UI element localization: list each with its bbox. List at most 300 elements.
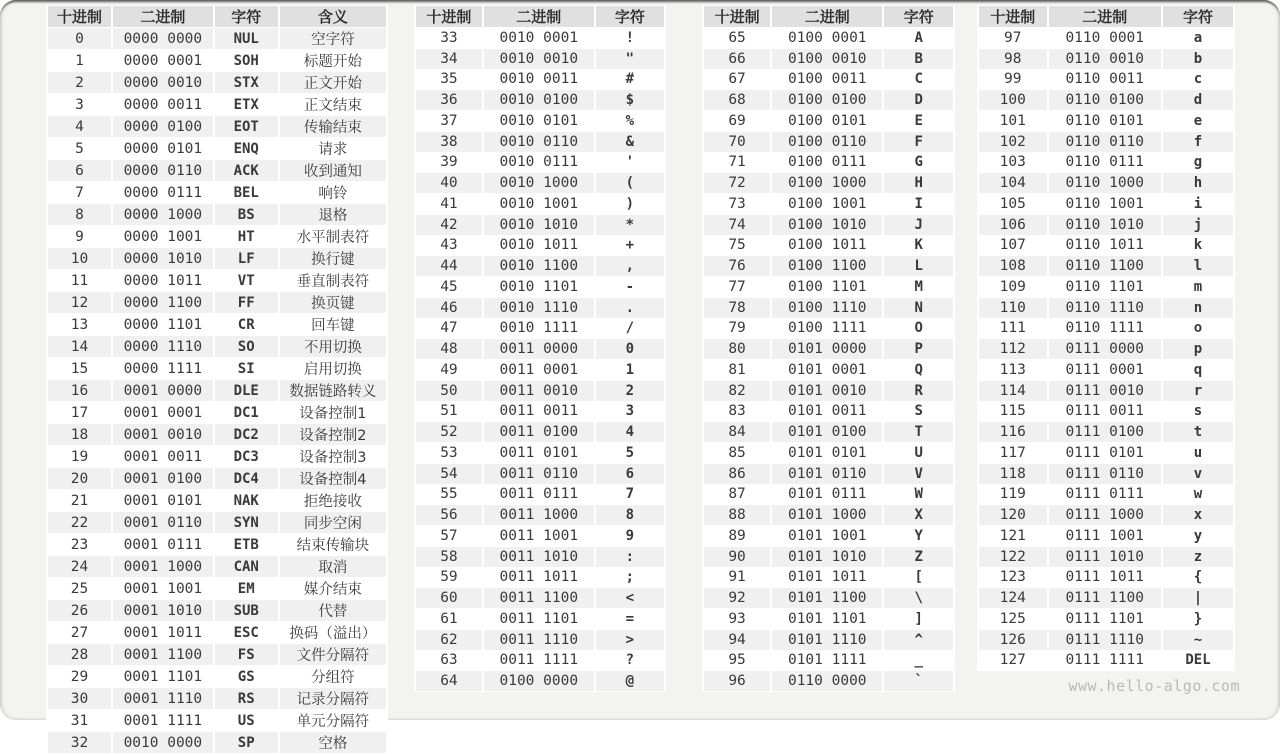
table-row [704,153,953,173]
binary-cell: 0100 1011 [772,236,882,256]
char-cell: d [1163,90,1233,110]
meaning-cell: 结束传输块 [280,534,386,555]
decimal-cell: 72 [704,173,770,193]
table-row [704,256,953,276]
watermark: www.hello-algo.com [1068,677,1240,695]
char-cell: j [1163,215,1233,235]
binary-cell: 0010 0101 [484,111,594,131]
decimal-cell: 43 [416,236,482,256]
table-row [979,153,1233,173]
decimal-cell: 54 [416,464,482,484]
table-row [416,298,664,318]
meaning-cell: 标题开始 [280,50,386,71]
char-cell: Y [884,526,953,546]
decimal-cell: 51 [416,402,482,422]
column-header: 字符 [596,6,664,27]
binary-cell: 0000 1000 [113,204,213,225]
char-cell: ^ [884,630,953,650]
decimal-cell: 5 [48,138,111,159]
decimal-cell: 113 [979,360,1047,380]
table-row [416,630,664,650]
table-row [416,173,664,193]
table-row [48,226,386,247]
decimal-cell: 55 [416,485,482,505]
table-row [416,588,664,608]
binary-cell: 0111 0000 [1049,339,1162,359]
binary-cell: 0111 1101 [1049,609,1162,629]
binary-cell: 0111 1111 [1049,651,1162,671]
char-cell: _ [884,651,953,671]
binary-cell: 0111 0110 [1049,464,1162,484]
char-cell: ACK [215,160,278,181]
binary-cell: 0111 0100 [1049,422,1162,442]
decimal-cell: 93 [704,609,770,629]
char-cell: s [1163,402,1233,422]
decimal-cell: 63 [416,651,482,671]
decimal-cell: 71 [704,153,770,173]
meaning-cell: 正文开始 [280,72,386,93]
char-cell: BS [215,204,278,225]
decimal-cell: 45 [416,277,482,297]
binary-cell: 0011 0110 [484,464,594,484]
char-cell: , [596,256,664,276]
char-cell: C [884,70,953,90]
decimal-cell: 122 [979,547,1047,567]
binary-cell: 0000 1001 [113,226,213,247]
decimal-cell: 123 [979,568,1047,588]
binary-cell: 0010 0000 [113,732,213,753]
char-cell: \ [884,588,953,608]
char-cell: + [596,236,664,256]
decimal-cell: 70 [704,132,770,152]
decimal-cell: 27 [48,622,111,643]
char-cell: * [596,215,664,235]
table-row [979,256,1233,276]
binary-cell: 0001 0111 [113,534,213,555]
decimal-cell: 107 [979,236,1047,256]
table-row [48,688,386,709]
char-cell: A [884,28,953,48]
char-cell: ' [596,153,664,173]
binary-cell: 0101 0010 [772,381,882,401]
table-row [704,630,953,650]
binary-cell: 0000 0000 [113,28,213,49]
meaning-cell: 请求 [280,138,386,159]
table-row [416,443,664,463]
decimal-cell: 56 [416,505,482,525]
header-row [416,6,664,27]
table-row [704,236,953,256]
table-row [979,194,1233,214]
table-row [979,360,1233,380]
decimal-cell: 44 [416,256,482,276]
table-row [48,248,386,269]
binary-cell: 0011 0010 [484,381,594,401]
decimal-cell: 7 [48,182,111,203]
binary-cell: 0100 0110 [772,132,882,152]
binary-cell: 0001 1110 [113,688,213,709]
binary-cell: 0101 0101 [772,443,882,463]
char-cell: 7 [596,485,664,505]
char-cell: DC3 [215,446,278,467]
decimal-cell: 14 [48,336,111,357]
binary-cell: 0000 1110 [113,336,213,357]
char-cell: D [884,90,953,110]
char-cell: M [884,277,953,297]
column-header: 字符 [215,6,278,27]
binary-cell: 0100 0001 [772,28,882,48]
char-cell: ] [884,609,953,629]
decimal-cell: 121 [979,526,1047,546]
binary-cell: 0110 1000 [1049,173,1162,193]
char-cell: RS [215,688,278,709]
meaning-cell: 设备控制3 [280,446,386,467]
char-cell: f [1163,132,1233,152]
decimal-cell: 99 [979,70,1047,90]
decimal-cell: 97 [979,28,1047,48]
decimal-cell: 64 [416,671,482,691]
decimal-cell: 34 [416,49,482,69]
char-cell: CAN [215,556,278,577]
table-row [48,28,386,49]
table-row [704,28,953,48]
table-row [48,446,386,467]
table-row [48,600,386,621]
binary-cell: 0010 1001 [484,194,594,214]
table-row [979,236,1233,256]
table-row [48,380,386,401]
char-cell: SOH [215,50,278,71]
char-cell: a [1163,28,1233,48]
binary-cell: 0101 1111 [772,651,882,671]
char-cell: h [1163,173,1233,193]
decimal-cell: 94 [704,630,770,650]
binary-cell: 0110 0010 [1049,49,1162,69]
char-cell: ? [596,651,664,671]
binary-cell: 0011 0001 [484,360,594,380]
table-row [48,644,386,665]
meaning-cell: 设备控制1 [280,402,386,423]
decimal-cell: 112 [979,339,1047,359]
binary-cell: 0011 0000 [484,339,594,359]
char-cell: R [884,381,953,401]
table-row [48,292,386,313]
table-row [416,319,664,339]
binary-cell: 0101 1001 [772,526,882,546]
meaning-cell: 单元分隔符 [280,710,386,731]
binary-cell: 0001 0011 [113,446,213,467]
decimal-cell: 0 [48,28,111,49]
binary-cell: 0101 0100 [772,422,882,442]
table-row [979,464,1233,484]
table-row [979,28,1233,48]
table-row [416,651,664,671]
binary-cell: 0101 0111 [772,485,882,505]
ascii-table-2 [702,5,955,692]
decimal-cell: 21 [48,490,111,511]
table-row [48,468,386,489]
char-cell: b [1163,49,1233,69]
table-row [979,526,1233,546]
table-row [979,505,1233,525]
binary-cell: 0110 0100 [1049,90,1162,110]
table-row [704,215,953,235]
binary-cell: 0111 1110 [1049,630,1162,650]
meaning-cell: 空格 [280,732,386,753]
char-cell: HT [215,226,278,247]
decimal-cell: 77 [704,277,770,297]
decimal-cell: 92 [704,588,770,608]
binary-cell: 0011 1111 [484,651,594,671]
table-row [416,671,664,691]
decimal-cell: 108 [979,256,1047,276]
decimal-cell: 120 [979,505,1047,525]
decimal-cell: 110 [979,298,1047,318]
table-row [704,464,953,484]
decimal-cell: 109 [979,277,1047,297]
table-row [416,464,664,484]
meaning-cell: 传输结束 [280,116,386,137]
binary-cell: 0010 1101 [484,277,594,297]
binary-cell: 0000 1111 [113,358,213,379]
binary-cell: 0001 0000 [113,380,213,401]
column-header: 含义 [280,6,386,27]
char-cell: K [884,236,953,256]
binary-cell: 0000 0010 [113,72,213,93]
decimal-cell: 85 [704,443,770,463]
binary-cell: 0100 0010 [772,49,882,69]
char-cell: 9 [596,526,664,546]
decimal-cell: 62 [416,630,482,650]
decimal-cell: 15 [48,358,111,379]
binary-cell: 0001 1001 [113,578,213,599]
decimal-cell: 114 [979,381,1047,401]
table-row [704,422,953,442]
decimal-cell: 36 [416,90,482,110]
binary-cell: 0100 0111 [772,153,882,173]
char-cell: m [1163,277,1233,297]
char-cell: ; [596,568,664,588]
binary-cell: 0010 0100 [484,90,594,110]
char-cell: U [884,443,953,463]
decimal-cell: 106 [979,215,1047,235]
char-cell: H [884,173,953,193]
decimal-cell: 13 [48,314,111,335]
char-cell: [ [884,568,953,588]
binary-cell: 0101 1101 [772,609,882,629]
table-row [48,336,386,357]
char-cell: 3 [596,402,664,422]
binary-cell: 0010 0111 [484,153,594,173]
binary-cell: 0111 0001 [1049,360,1162,380]
decimal-cell: 26 [48,600,111,621]
char-cell: @ [596,671,664,691]
char-cell: ETB [215,534,278,555]
table-row [979,49,1233,69]
char-cell: 2 [596,381,664,401]
meaning-cell: 收到通知 [280,160,386,181]
decimal-cell: 57 [416,526,482,546]
binary-cell: 0100 0011 [772,70,882,90]
table-row [979,339,1233,359]
char-cell: ` [884,671,953,691]
decimal-cell: 58 [416,547,482,567]
binary-cell: 0010 1000 [484,173,594,193]
binary-cell: 0001 1101 [113,666,213,687]
char-cell: US [215,710,278,731]
table-row [704,298,953,318]
table-row [416,111,664,131]
binary-cell: 0110 1110 [1049,298,1162,318]
decimal-cell: 125 [979,609,1047,629]
table-row [704,568,953,588]
char-cell: : [596,547,664,567]
binary-cell: 0110 1011 [1049,236,1162,256]
table-row [48,534,386,555]
binary-cell: 0001 0101 [113,490,213,511]
decimal-cell: 67 [704,70,770,90]
char-cell: e [1163,111,1233,131]
binary-cell: 0011 1000 [484,505,594,525]
binary-cell: 0110 0011 [1049,70,1162,90]
char-cell: r [1163,381,1233,401]
binary-cell: 0001 0001 [113,402,213,423]
table-row [416,485,664,505]
table-row [416,277,664,297]
decimal-cell: 105 [979,194,1047,214]
table-row [979,298,1233,318]
decimal-cell: 126 [979,630,1047,650]
decimal-cell: 24 [48,556,111,577]
decimal-cell: 46 [416,298,482,318]
char-cell: & [596,132,664,152]
table-row [979,381,1233,401]
table-row [704,319,953,339]
char-cell: % [596,111,664,131]
binary-cell: 0000 0101 [113,138,213,159]
column-header: 十进制 [704,6,770,27]
decimal-cell: 6 [48,160,111,181]
decimal-cell: 75 [704,236,770,256]
binary-cell: 0101 0110 [772,464,882,484]
binary-cell: 0000 1010 [113,248,213,269]
table-row [416,256,664,276]
char-cell: ETX [215,94,278,115]
decimal-cell: 41 [416,194,482,214]
decimal-cell: 79 [704,319,770,339]
binary-cell: 0011 0011 [484,402,594,422]
table-row [416,70,664,90]
decimal-cell: 124 [979,588,1047,608]
char-cell: ) [596,194,664,214]
binary-cell: 0011 1100 [484,588,594,608]
table-row [48,50,386,71]
table-row [979,111,1233,131]
table-row [979,443,1233,463]
binary-cell: 0101 1110 [772,630,882,650]
binary-cell: 0100 1000 [772,173,882,193]
decimal-cell: 86 [704,464,770,484]
decimal-cell: 111 [979,319,1047,339]
column-header: 字符 [884,6,953,27]
table-row [704,339,953,359]
char-cell: p [1163,339,1233,359]
char-cell: l [1163,256,1233,276]
char-cell: SO [215,336,278,357]
decimal-cell: 59 [416,568,482,588]
table-row [416,28,664,48]
char-cell: ( [596,173,664,193]
table-row [48,732,386,753]
table-row [48,72,386,93]
char-cell: 6 [596,464,664,484]
decimal-cell: 52 [416,422,482,442]
char-cell: # [596,70,664,90]
table-row [416,236,664,256]
decimal-cell: 47 [416,319,482,339]
binary-cell: 0011 0111 [484,485,594,505]
char-cell: w [1163,485,1233,505]
binary-cell: 0010 1011 [484,236,594,256]
decimal-cell: 37 [416,111,482,131]
char-cell: SI [215,358,278,379]
char-cell: c [1163,70,1233,90]
table-row [704,132,953,152]
decimal-cell: 95 [704,651,770,671]
binary-cell: 0011 1101 [484,609,594,629]
table-row [416,215,664,235]
meaning-cell: 不用切换 [280,336,386,357]
decimal-cell: 65 [704,28,770,48]
decimal-cell: 23 [48,534,111,555]
table-row [704,671,953,691]
decimal-cell: 29 [48,666,111,687]
table-row [704,547,953,567]
table-row [416,505,664,525]
table-row [48,424,386,445]
binary-cell: 0000 0100 [113,116,213,137]
decimal-cell: 10 [48,248,111,269]
decimal-cell: 74 [704,215,770,235]
table-row [48,666,386,687]
meaning-cell: 设备控制4 [280,468,386,489]
decimal-cell: 8 [48,204,111,225]
binary-cell: 0001 0010 [113,424,213,445]
binary-cell: 0100 1001 [772,194,882,214]
table-row [704,70,953,90]
binary-cell: 0011 1001 [484,526,594,546]
decimal-cell: 102 [979,132,1047,152]
char-cell: B [884,49,953,69]
table-row [979,630,1233,650]
table-row [979,609,1233,629]
char-cell: DC2 [215,424,278,445]
char-cell: DEL [1163,651,1233,671]
decimal-cell: 48 [416,339,482,359]
char-cell: > [596,630,664,650]
table-row [979,277,1233,297]
table-row [704,194,953,214]
decimal-cell: 82 [704,381,770,401]
char-cell: EOT [215,116,278,137]
meaning-cell: 水平制表符 [280,226,386,247]
decimal-cell: 88 [704,505,770,525]
char-cell: ~ [1163,630,1233,650]
binary-cell: 0000 0111 [113,182,213,203]
header-row [704,6,953,27]
binary-cell: 0010 0010 [484,49,594,69]
meaning-cell: 退格 [280,204,386,225]
